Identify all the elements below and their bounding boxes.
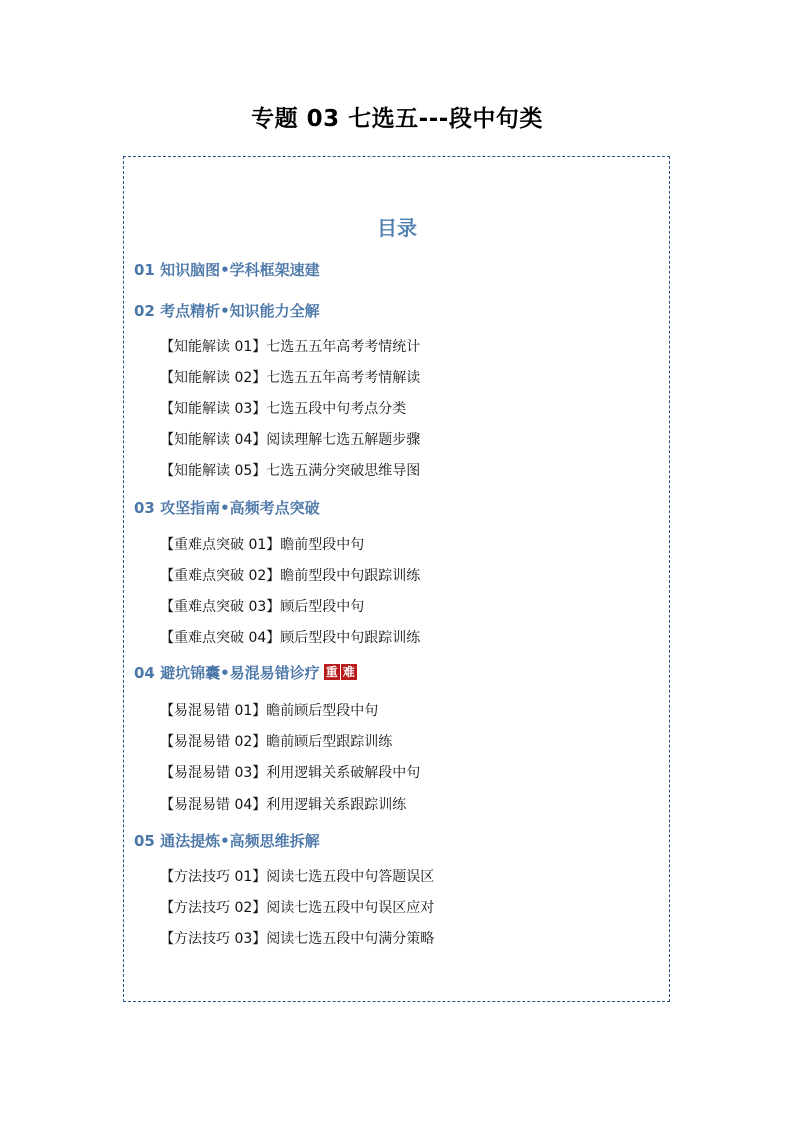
- toc-item-tag: 【知能解读 05】: [160, 463, 267, 479]
- toc-item-tag: 【方法技巧 03】: [160, 931, 267, 947]
- toc-item-text: 利用逻辑关系跟踪训练: [266, 797, 407, 813]
- toc-item-5-3[interactable]: [160, 928, 434, 948]
- toc-heading: 目录: [377, 216, 417, 240]
- toc-item-2-1[interactable]: [160, 336, 420, 356]
- toc-item-text: 七选五满分突破思维导图: [266, 463, 421, 479]
- toc-item-text: 阅读七选五段中句答题误区: [266, 869, 435, 885]
- toc-item-4-2[interactable]: [160, 731, 392, 751]
- toc-section-05[interactable]: [134, 830, 320, 851]
- toc-item-5-2[interactable]: [160, 897, 434, 917]
- toc-item-3-1[interactable]: [160, 534, 364, 554]
- toc-item-text: 瞻前型段中句: [280, 537, 365, 553]
- toc-section-01[interactable]: [134, 259, 320, 280]
- toc-section-02[interactable]: [134, 300, 320, 321]
- toc-item-4-1[interactable]: [160, 700, 378, 720]
- section-title-03: 03 攻坚指南•高频考点突破: [134, 499, 320, 517]
- toc-item-text: 七选五段中句考点分类: [266, 401, 407, 417]
- toc-item-text: 七选五五年高考考情统计: [266, 339, 421, 355]
- toc-section-04[interactable]: [134, 662, 357, 683]
- toc-section-03[interactable]: [134, 497, 320, 518]
- toc-item-4-3[interactable]: [160, 762, 420, 782]
- toc-item-4-4[interactable]: [160, 794, 406, 814]
- difficulty-badges: [323, 662, 357, 680]
- toc-item-text: 阅读七选五段中句误区应对: [266, 900, 435, 916]
- section-title-04: 04 避坑锦囊•易混易错诊疗: [134, 664, 320, 682]
- toc-item-3-2[interactable]: [160, 565, 420, 585]
- toc-item-3-3[interactable]: [160, 596, 364, 616]
- toc-item-text: 顾后型段中句: [280, 599, 365, 615]
- toc-item-tag: 【方法技巧 02】: [160, 900, 267, 916]
- toc-item-tag: 【重难点突破 03】: [160, 599, 281, 615]
- toc-item-5-1[interactable]: [160, 866, 434, 886]
- toc-item-text: 瞻前顾后型跟踪训练: [266, 734, 393, 750]
- toc-item-text: 瞻前顾后型段中句: [266, 703, 379, 719]
- toc-item-tag: 【易混易错 02】: [160, 734, 267, 750]
- badge-zhong: 重: [325, 665, 338, 679]
- toc-item-text: 利用逻辑关系破解段中句: [266, 765, 421, 781]
- toc-item-tag: 【知能解读 03】: [160, 401, 267, 417]
- toc-item-tag: 【重难点突破 04】: [160, 630, 281, 646]
- toc-item-text: 七选五五年高考考情解读: [266, 370, 421, 386]
- toc-item-tag: 【易混易错 04】: [160, 797, 267, 813]
- toc-item-tag: 【重难点突破 01】: [160, 537, 281, 553]
- toc-item-2-3[interactable]: [160, 398, 406, 418]
- toc-item-tag: 【方法技巧 01】: [160, 869, 267, 885]
- section-title-05: 05 通法提炼•高频思维拆解: [134, 832, 320, 850]
- badge-nan: 难: [342, 665, 355, 679]
- toc-item-2-4[interactable]: [160, 429, 420, 449]
- toc-item-2-2[interactable]: [160, 367, 420, 387]
- toc-item-3-4[interactable]: [160, 627, 420, 647]
- toc-item-tag: 【重难点突破 02】: [160, 568, 281, 584]
- toc-item-tag: 【易混易错 01】: [160, 703, 267, 719]
- toc-item-text: 顾后型段中句跟踪训练: [280, 630, 421, 646]
- section-title-02: 02 考点精析•知识能力全解: [134, 302, 320, 320]
- toc-item-tag: 【知能解读 02】: [160, 370, 267, 386]
- section-title-01: 01 知识脑图•学科框架速建: [134, 261, 320, 279]
- toc-item-tag: 【易混易错 03】: [160, 765, 267, 781]
- toc-item-2-5[interactable]: [160, 460, 420, 480]
- toc-item-text: 阅读七选五段中句满分策略: [266, 931, 435, 947]
- toc-item-tag: 【知能解读 01】: [160, 339, 267, 355]
- page-title: 专题 03 七选五---段中句类: [251, 106, 543, 132]
- toc-item-text: 阅读理解七选五解题步骤: [266, 432, 421, 448]
- toc-item-tag: 【知能解读 04】: [160, 432, 267, 448]
- toc-item-text: 瞻前型段中句跟踪训练: [280, 568, 421, 584]
